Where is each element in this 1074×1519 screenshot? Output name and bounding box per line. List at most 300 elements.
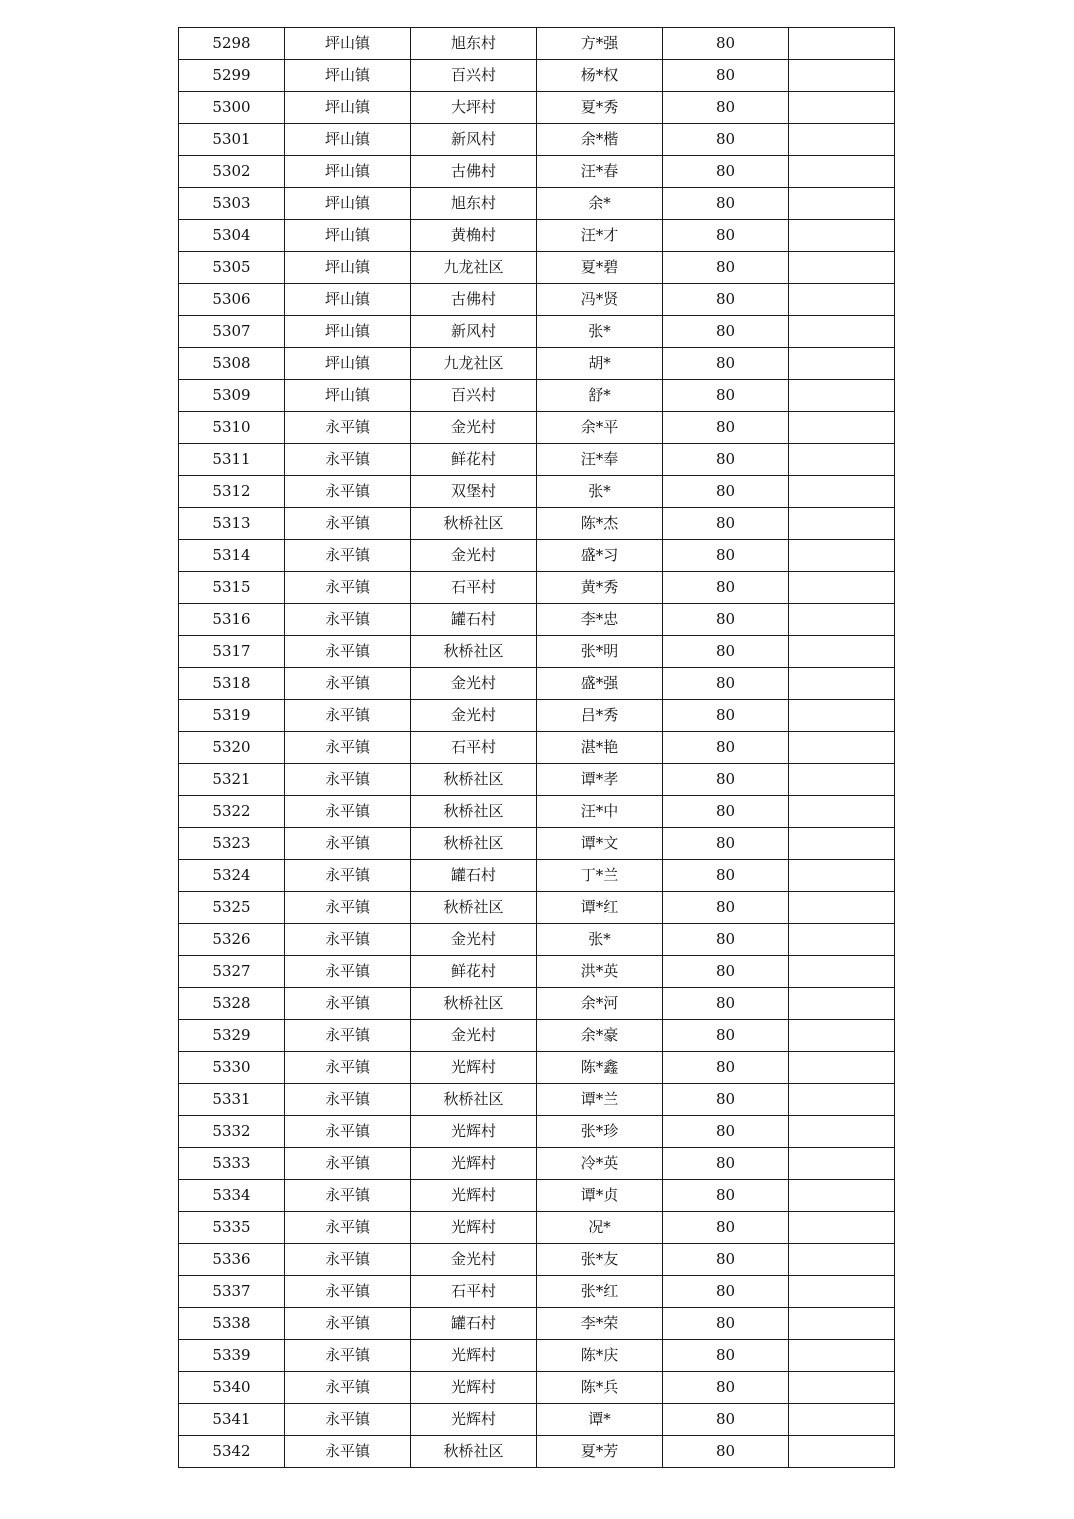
cell-village: 金光村: [411, 700, 537, 732]
cell-town: 永平镇: [285, 1212, 411, 1244]
cell-note: [789, 60, 895, 92]
cell-town: 永平镇: [285, 732, 411, 764]
cell-amount: 80: [663, 412, 789, 444]
cell-name: 夏*秀: [537, 92, 663, 124]
cell-amount: 80: [663, 1372, 789, 1404]
cell-village: 石平村: [411, 732, 537, 764]
cell-village: 新风村: [411, 316, 537, 348]
records-table: [178, 27, 895, 1468]
table-row: [179, 380, 895, 412]
cell-serial-number: 5338: [179, 1308, 285, 1340]
cell-amount: 80: [663, 220, 789, 252]
cell-village: 大坪村: [411, 92, 537, 124]
cell-note: [789, 1212, 895, 1244]
cell-name: 李*忠: [537, 604, 663, 636]
cell-note: [789, 796, 895, 828]
cell-name: 盛*习: [537, 540, 663, 572]
cell-town: 永平镇: [285, 956, 411, 988]
table-row: [179, 828, 895, 860]
cell-village: 光辉村: [411, 1212, 537, 1244]
cell-town: 永平镇: [285, 1084, 411, 1116]
cell-serial-number: 5320: [179, 732, 285, 764]
cell-note: [789, 732, 895, 764]
cell-serial-number: 5314: [179, 540, 285, 572]
cell-note: [789, 1052, 895, 1084]
cell-amount: 80: [663, 732, 789, 764]
cell-serial-number: 5311: [179, 444, 285, 476]
table-row: [179, 988, 895, 1020]
cell-name: 李*荣: [537, 1308, 663, 1340]
cell-note: [789, 1180, 895, 1212]
cell-amount: 80: [663, 476, 789, 508]
table-row: [179, 444, 895, 476]
cell-note: [789, 124, 895, 156]
cell-serial-number: 5339: [179, 1340, 285, 1372]
cell-town: 永平镇: [285, 1436, 411, 1468]
cell-note: [789, 412, 895, 444]
cell-town: 永平镇: [285, 828, 411, 860]
cell-town: 永平镇: [285, 1116, 411, 1148]
cell-village: 秋桥社区: [411, 636, 537, 668]
cell-note: [789, 284, 895, 316]
table-row: [179, 1436, 895, 1468]
cell-name: 汪*中: [537, 796, 663, 828]
cell-amount: 80: [663, 1340, 789, 1372]
cell-note: [789, 956, 895, 988]
cell-serial-number: 5319: [179, 700, 285, 732]
cell-village: 光辉村: [411, 1404, 537, 1436]
cell-serial-number: 5335: [179, 1212, 285, 1244]
table-row: [179, 764, 895, 796]
cell-amount: 80: [663, 444, 789, 476]
cell-name: 张*: [537, 316, 663, 348]
cell-amount: 80: [663, 636, 789, 668]
cell-note: [789, 1116, 895, 1148]
cell-serial-number: 5321: [179, 764, 285, 796]
cell-amount: 80: [663, 1180, 789, 1212]
cell-serial-number: 5310: [179, 412, 285, 444]
table-row: [179, 60, 895, 92]
cell-village: 秋桥社区: [411, 828, 537, 860]
cell-town: 永平镇: [285, 604, 411, 636]
cell-village: 秋桥社区: [411, 796, 537, 828]
cell-name: 陈*兵: [537, 1372, 663, 1404]
cell-village: 秋桥社区: [411, 892, 537, 924]
cell-amount: 80: [663, 508, 789, 540]
cell-name: 胡*: [537, 348, 663, 380]
cell-village: 新风村: [411, 124, 537, 156]
cell-serial-number: 5332: [179, 1116, 285, 1148]
cell-town: 永平镇: [285, 988, 411, 1020]
cell-town: 永平镇: [285, 476, 411, 508]
table-row: [179, 508, 895, 540]
cell-note: [789, 668, 895, 700]
cell-note: [789, 188, 895, 220]
cell-town: 永平镇: [285, 1404, 411, 1436]
table-row: [179, 28, 895, 60]
table-row: [179, 92, 895, 124]
cell-serial-number: 5301: [179, 124, 285, 156]
cell-village: 古佛村: [411, 284, 537, 316]
cell-town: 坪山镇: [285, 348, 411, 380]
cell-serial-number: 5315: [179, 572, 285, 604]
cell-serial-number: 5305: [179, 252, 285, 284]
cell-amount: 80: [663, 764, 789, 796]
table-row: [179, 540, 895, 572]
cell-serial-number: 5330: [179, 1052, 285, 1084]
cell-amount: 80: [663, 156, 789, 188]
cell-note: [789, 92, 895, 124]
cell-amount: 80: [663, 284, 789, 316]
table-row: [179, 1084, 895, 1116]
cell-village: 秋桥社区: [411, 1084, 537, 1116]
cell-name: 陈*庆: [537, 1340, 663, 1372]
cell-amount: 80: [663, 1116, 789, 1148]
cell-name: 湛*艳: [537, 732, 663, 764]
cell-serial-number: 5323: [179, 828, 285, 860]
cell-name: 吕*秀: [537, 700, 663, 732]
cell-name: 洪*英: [537, 956, 663, 988]
cell-amount: 80: [663, 1244, 789, 1276]
cell-serial-number: 5306: [179, 284, 285, 316]
cell-town: 坪山镇: [285, 156, 411, 188]
cell-serial-number: 5299: [179, 60, 285, 92]
cell-village: 金光村: [411, 1020, 537, 1052]
cell-amount: 80: [663, 28, 789, 60]
table-row: [179, 1052, 895, 1084]
cell-name: 杨*权: [537, 60, 663, 92]
cell-town: 坪山镇: [285, 284, 411, 316]
cell-town: 永平镇: [285, 700, 411, 732]
cell-amount: 80: [663, 124, 789, 156]
cell-town: 永平镇: [285, 1052, 411, 1084]
table-row: [179, 252, 895, 284]
cell-village: 光辉村: [411, 1116, 537, 1148]
cell-village: 双堡村: [411, 476, 537, 508]
cell-serial-number: 5326: [179, 924, 285, 956]
cell-town: 坪山镇: [285, 380, 411, 412]
cell-serial-number: 5327: [179, 956, 285, 988]
cell-name: 张*红: [537, 1276, 663, 1308]
cell-village: 旭东村: [411, 188, 537, 220]
cell-serial-number: 5298: [179, 28, 285, 60]
cell-amount: 80: [663, 316, 789, 348]
cell-serial-number: 5337: [179, 1276, 285, 1308]
cell-note: [789, 1436, 895, 1468]
cell-note: [789, 508, 895, 540]
cell-serial-number: 5317: [179, 636, 285, 668]
cell-serial-number: 5307: [179, 316, 285, 348]
cell-note: [789, 1404, 895, 1436]
cell-name: 张*友: [537, 1244, 663, 1276]
cell-name: 谭*孝: [537, 764, 663, 796]
cell-amount: 80: [663, 380, 789, 412]
table-row: [179, 412, 895, 444]
cell-name: 汪*春: [537, 156, 663, 188]
cell-serial-number: 5333: [179, 1148, 285, 1180]
cell-note: [789, 1308, 895, 1340]
cell-serial-number: 5318: [179, 668, 285, 700]
cell-name: 张*: [537, 476, 663, 508]
cell-amount: 80: [663, 924, 789, 956]
cell-serial-number: 5331: [179, 1084, 285, 1116]
cell-town: 坪山镇: [285, 188, 411, 220]
cell-village: 金光村: [411, 540, 537, 572]
cell-town: 永平镇: [285, 668, 411, 700]
cell-amount: 80: [663, 572, 789, 604]
cell-village: 黄桷村: [411, 220, 537, 252]
table-row: [179, 1372, 895, 1404]
table-row: [179, 1180, 895, 1212]
cell-town: 永平镇: [285, 572, 411, 604]
cell-village: 秋桥社区: [411, 1436, 537, 1468]
cell-name: 余*平: [537, 412, 663, 444]
cell-village: 罐石村: [411, 860, 537, 892]
table-row: [179, 604, 895, 636]
cell-village: 旭东村: [411, 28, 537, 60]
cell-name: 舒*: [537, 380, 663, 412]
cell-town: 坪山镇: [285, 60, 411, 92]
table-row: [179, 924, 895, 956]
cell-amount: 80: [663, 92, 789, 124]
cell-note: [789, 1244, 895, 1276]
cell-name: 陈*鑫: [537, 1052, 663, 1084]
cell-amount: 80: [663, 1276, 789, 1308]
cell-note: [789, 316, 895, 348]
cell-village: 九龙社区: [411, 348, 537, 380]
cell-name: 夏*碧: [537, 252, 663, 284]
cell-note: [789, 348, 895, 380]
table-row: [179, 348, 895, 380]
cell-name: 况*: [537, 1212, 663, 1244]
cell-town: 坪山镇: [285, 252, 411, 284]
table-row: [179, 796, 895, 828]
table-row: [179, 892, 895, 924]
cell-village: 秋桥社区: [411, 988, 537, 1020]
cell-serial-number: 5300: [179, 92, 285, 124]
cell-village: 秋桥社区: [411, 508, 537, 540]
cell-town: 永平镇: [285, 1372, 411, 1404]
cell-town: 坪山镇: [285, 92, 411, 124]
cell-name: 冷*英: [537, 1148, 663, 1180]
table-row: [179, 1212, 895, 1244]
cell-note: [789, 924, 895, 956]
table-row: [179, 1404, 895, 1436]
cell-name: 张*: [537, 924, 663, 956]
cell-note: [789, 604, 895, 636]
cell-town: 坪山镇: [285, 316, 411, 348]
cell-town: 永平镇: [285, 924, 411, 956]
cell-amount: 80: [663, 188, 789, 220]
cell-name: 夏*芳: [537, 1436, 663, 1468]
cell-name: 余*豪: [537, 1020, 663, 1052]
table-row: [179, 860, 895, 892]
cell-serial-number: 5308: [179, 348, 285, 380]
cell-serial-number: 5312: [179, 476, 285, 508]
cell-serial-number: 5303: [179, 188, 285, 220]
cell-name: 谭*文: [537, 828, 663, 860]
cell-serial-number: 5322: [179, 796, 285, 828]
cell-village: 金光村: [411, 1244, 537, 1276]
cell-serial-number: 5324: [179, 860, 285, 892]
cell-village: 罐石村: [411, 1308, 537, 1340]
cell-amount: 80: [663, 1020, 789, 1052]
cell-serial-number: 5313: [179, 508, 285, 540]
cell-village: 金光村: [411, 412, 537, 444]
cell-note: [789, 700, 895, 732]
cell-amount: 80: [663, 796, 789, 828]
cell-town: 永平镇: [285, 860, 411, 892]
cell-village: 古佛村: [411, 156, 537, 188]
table-row: [179, 572, 895, 604]
cell-town: 永平镇: [285, 1148, 411, 1180]
cell-amount: 80: [663, 1084, 789, 1116]
table-row: [179, 476, 895, 508]
table-row: [179, 124, 895, 156]
cell-village: 石平村: [411, 1276, 537, 1308]
cell-name: 余*楷: [537, 124, 663, 156]
cell-amount: 80: [663, 668, 789, 700]
cell-town: 永平镇: [285, 1180, 411, 1212]
cell-name: 张*明: [537, 636, 663, 668]
cell-serial-number: 5304: [179, 220, 285, 252]
cell-town: 永平镇: [285, 636, 411, 668]
cell-name: 冯*贤: [537, 284, 663, 316]
cell-note: [789, 636, 895, 668]
cell-town: 永平镇: [285, 1244, 411, 1276]
cell-village: 光辉村: [411, 1148, 537, 1180]
cell-amount: 80: [663, 1308, 789, 1340]
cell-amount: 80: [663, 604, 789, 636]
cell-serial-number: 5329: [179, 1020, 285, 1052]
cell-note: [789, 988, 895, 1020]
cell-note: [789, 220, 895, 252]
cell-note: [789, 156, 895, 188]
table-row: [179, 156, 895, 188]
cell-name: 张*珍: [537, 1116, 663, 1148]
cell-serial-number: 5340: [179, 1372, 285, 1404]
cell-town: 永平镇: [285, 540, 411, 572]
table-row: [179, 220, 895, 252]
cell-serial-number: 5328: [179, 988, 285, 1020]
records-table-body: [179, 28, 895, 1468]
table-row: [179, 636, 895, 668]
cell-town: 永平镇: [285, 764, 411, 796]
cell-village: 鲜花村: [411, 956, 537, 988]
table-row: [179, 1244, 895, 1276]
cell-note: [789, 1148, 895, 1180]
table-row: [179, 188, 895, 220]
table-row: [179, 1340, 895, 1372]
cell-note: [789, 476, 895, 508]
cell-amount: 80: [663, 540, 789, 572]
cell-town: 永平镇: [285, 1340, 411, 1372]
cell-town: 坪山镇: [285, 124, 411, 156]
cell-village: 光辉村: [411, 1340, 537, 1372]
table-row: [179, 700, 895, 732]
cell-note: [789, 252, 895, 284]
cell-village: 光辉村: [411, 1372, 537, 1404]
cell-town: 永平镇: [285, 1276, 411, 1308]
cell-town: 坪山镇: [285, 28, 411, 60]
cell-note: [789, 764, 895, 796]
cell-village: 秋桥社区: [411, 764, 537, 796]
cell-note: [789, 380, 895, 412]
table-row: [179, 956, 895, 988]
table-row: [179, 668, 895, 700]
cell-town: 永平镇: [285, 508, 411, 540]
cell-serial-number: 5341: [179, 1404, 285, 1436]
table-row: [179, 316, 895, 348]
cell-name: 汪*才: [537, 220, 663, 252]
cell-name: 方*强: [537, 28, 663, 60]
cell-name: 盛*强: [537, 668, 663, 700]
cell-note: [789, 444, 895, 476]
cell-name: 丁*兰: [537, 860, 663, 892]
cell-serial-number: 5325: [179, 892, 285, 924]
cell-amount: 80: [663, 988, 789, 1020]
table-row: [179, 1116, 895, 1148]
table-row: [179, 284, 895, 316]
cell-note: [789, 1340, 895, 1372]
cell-village: 光辉村: [411, 1052, 537, 1084]
cell-serial-number: 5336: [179, 1244, 285, 1276]
cell-note: [789, 1020, 895, 1052]
cell-amount: 80: [663, 1212, 789, 1244]
cell-note: [789, 828, 895, 860]
cell-village: 九龙社区: [411, 252, 537, 284]
cell-village: 百兴村: [411, 60, 537, 92]
cell-village: 百兴村: [411, 380, 537, 412]
cell-serial-number: 5309: [179, 380, 285, 412]
cell-amount: 80: [663, 1148, 789, 1180]
cell-amount: 80: [663, 1052, 789, 1084]
cell-amount: 80: [663, 956, 789, 988]
cell-town: 坪山镇: [285, 220, 411, 252]
cell-town: 永平镇: [285, 892, 411, 924]
cell-amount: 80: [663, 1436, 789, 1468]
table-row: [179, 1308, 895, 1340]
table-row: [179, 1148, 895, 1180]
cell-name: 余*: [537, 188, 663, 220]
cell-name: 余*河: [537, 988, 663, 1020]
cell-amount: 80: [663, 828, 789, 860]
cell-name: 汪*奉: [537, 444, 663, 476]
cell-village: 金光村: [411, 924, 537, 956]
cell-name: 陈*杰: [537, 508, 663, 540]
cell-town: 永平镇: [285, 796, 411, 828]
cell-amount: 80: [663, 700, 789, 732]
table-row: [179, 1020, 895, 1052]
cell-amount: 80: [663, 892, 789, 924]
cell-town: 永平镇: [285, 1020, 411, 1052]
cell-amount: 80: [663, 1404, 789, 1436]
cell-note: [789, 28, 895, 60]
cell-amount: 80: [663, 348, 789, 380]
cell-note: [789, 860, 895, 892]
cell-name: 黄*秀: [537, 572, 663, 604]
cell-name: 谭*兰: [537, 1084, 663, 1116]
cell-amount: 80: [663, 860, 789, 892]
cell-note: [789, 1372, 895, 1404]
cell-note: [789, 572, 895, 604]
cell-serial-number: 5302: [179, 156, 285, 188]
cell-town: 永平镇: [285, 1308, 411, 1340]
cell-village: 光辉村: [411, 1180, 537, 1212]
cell-amount: 80: [663, 60, 789, 92]
table-row: [179, 732, 895, 764]
cell-serial-number: 5342: [179, 1436, 285, 1468]
